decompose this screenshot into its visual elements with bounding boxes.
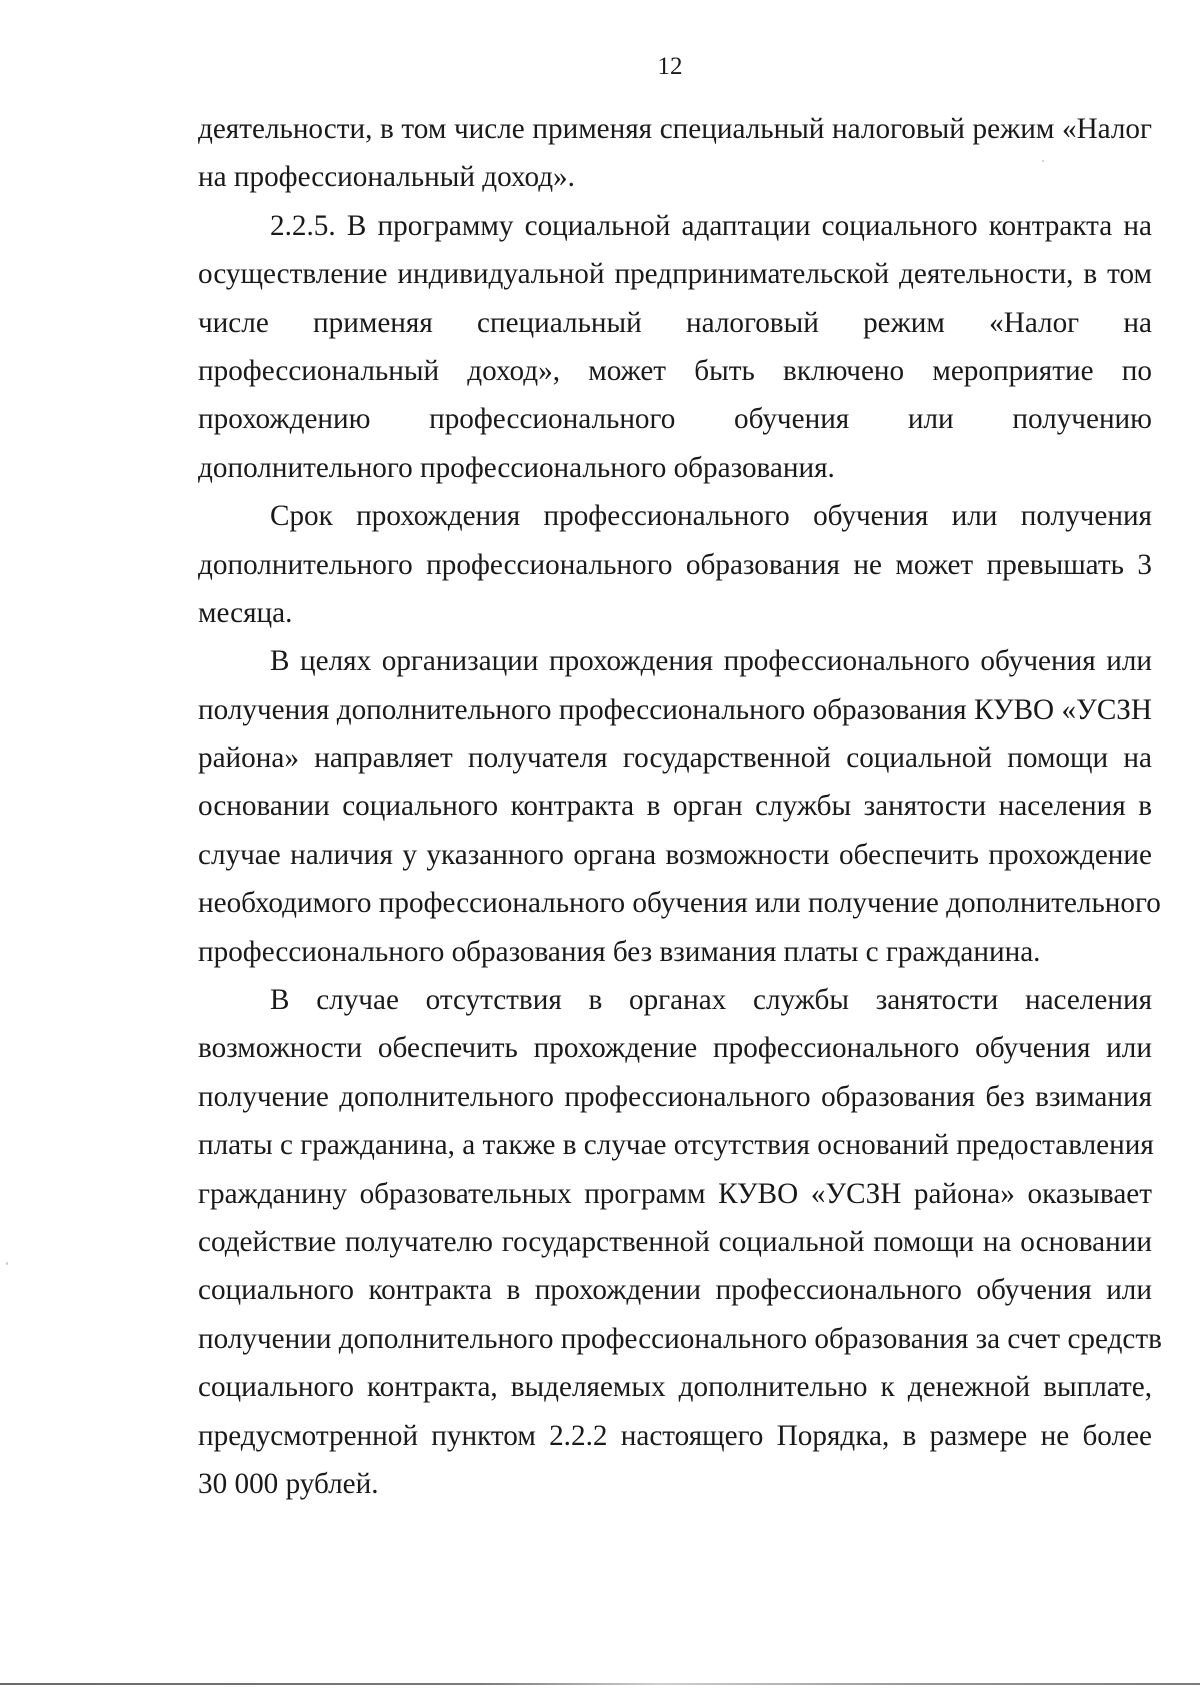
- text-line: профессиональный доход», может быть включено мероприятие по: [198, 354, 1152, 387]
- text-line: 30 000 рублей.: [198, 1467, 379, 1500]
- scan-speck: [1042, 160, 1044, 162]
- text-line: содействие получателю государственной социальной помощи на основании: [198, 1225, 1152, 1258]
- text-line: профессионального образования без взимания платы с гражданина.: [198, 935, 1041, 968]
- text-line: прохождению профессионального обучения или получению: [198, 403, 1152, 436]
- text-line: месяца.: [198, 596, 293, 629]
- text-line: В целях организации прохождения профессионального обучения или: [270, 645, 1152, 678]
- page-number: 12: [657, 53, 683, 80]
- text-line: на профессиональный доход».: [198, 161, 575, 194]
- paragraph: [198, 976, 1162, 1508]
- text-line: получение дополнительного профессионального образования без взимания: [198, 1080, 1152, 1113]
- text-line: дополнительного профессионального образования.: [198, 451, 835, 484]
- text-line: Срок прохождения профессионального обучения или получения: [270, 500, 1152, 533]
- text-line: получении дополнительного профессионального образования за счет средств: [198, 1322, 1162, 1355]
- paragraph: [198, 202, 1152, 492]
- document-body: [198, 105, 1162, 1508]
- paragraph: [198, 105, 1152, 202]
- text-line: числе применяя специальный налоговый режим «Налог на: [198, 306, 1152, 339]
- text-line: социального контракта, выделяемых дополнительно к денежной выплате,: [198, 1371, 1152, 1404]
- scan-speck: [6, 1262, 8, 1265]
- text-line: В случае отсутствия в органах службы занятости населения: [270, 984, 1152, 1017]
- text-line: возможности обеспечить прохождение профессионального обучения или: [198, 1032, 1152, 1065]
- text-line: гражданину образовательных программ КУВО «УСЗН района» оказывает: [198, 1177, 1152, 1210]
- text-line: предусмотренной пунктом 2.2.2 настоящего Порядка, в размере не более: [198, 1419, 1152, 1452]
- text-line: района» направляет получателя государственной социальной помощи на: [198, 742, 1152, 775]
- text-line: необходимого профессионального обучения или получение дополнительного: [198, 887, 1161, 920]
- text-line: платы с гражданина, а также в случае отсутствия оснований предоставления: [198, 1129, 1154, 1162]
- paragraph: [198, 637, 1161, 976]
- text-line: деятельности, в том числе применяя специальный налоговый режим «Налог: [198, 113, 1152, 145]
- text-line: социального контракта в прохождении профессионального обучения или: [198, 1274, 1152, 1307]
- text-line: основании социального контракта в орган службы занятости населения в: [198, 790, 1152, 823]
- text-line: случае наличия у указанного органа возможности обеспечить прохождение: [198, 838, 1152, 871]
- text-line: дополнительного профессионального образования не может превышать 3: [198, 548, 1152, 581]
- scan-edge-line: [0, 1683, 1200, 1685]
- paragraph: [198, 492, 1152, 637]
- text-line: 2.2.5. В программу социальной адаптации социального контракта на: [270, 209, 1152, 242]
- text-line: осуществление индивидуальной предпринимательской деятельности, в том: [198, 258, 1152, 291]
- text-line: получения дополнительного профессионального образования КУВО «УСЗН: [198, 693, 1152, 726]
